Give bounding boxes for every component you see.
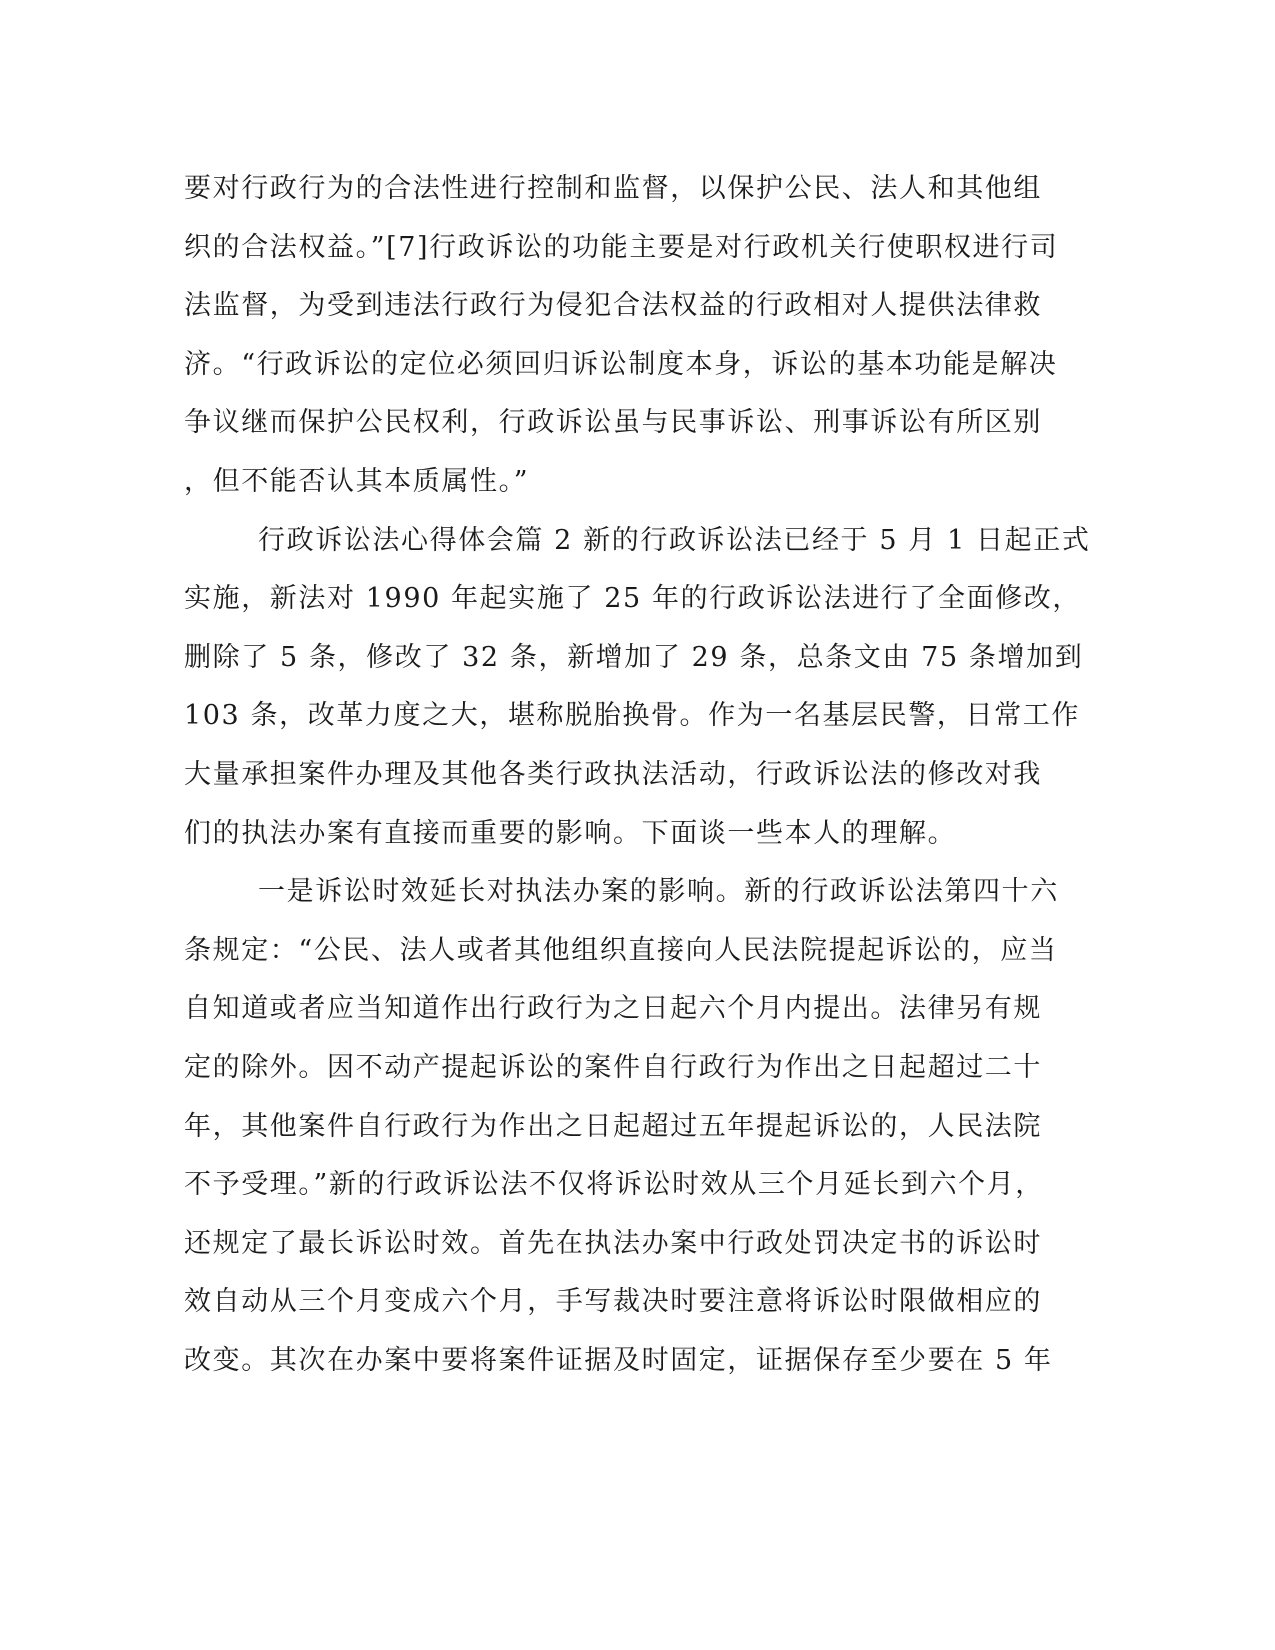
text-line: 还规定了最长诉讼时效。首先在执法办案中行政处罚决定书的诉讼时 — [184, 1227, 1042, 1259]
text-line: ，但不能否认其本质属性。” — [184, 465, 530, 497]
text-line: 织的合法权益。”[7]行政诉讼的功能主要是对行政机关行使职权进行司 — [184, 231, 1059, 263]
paragraph-intro — [184, 512, 1091, 864]
paragraph-point-one — [184, 863, 1059, 1390]
text-line: 争议继而保护公民权利，行政诉讼虽与民事诉讼、刑事诉讼有所区别 — [184, 407, 1042, 439]
text-line: 删除了 5 条，修改了 32 条，新增加了 29 条，总条文由 75 条增加到 — [184, 641, 1084, 673]
text-line: 法监督，为受到违法行政行为侵犯合法权益的行政相对人提供法律救 — [184, 290, 1042, 322]
text-line: 自知道或者应当知道作出行政行为之日起六个月内提出。法律另有规 — [184, 993, 1042, 1025]
text-line: 要对行政行为的合法性进行控制和监督，以保护公民、法人和其他组 — [184, 173, 1042, 204]
text-line: 实施，新法对 1990 年起实施了 25 年的行政诉讼法进行了全面修改， — [184, 583, 1081, 615]
text-line-indented: 行政诉讼法心得体会篇 2 新的行政诉讼法已经于 5 月 1 日起正式 — [258, 524, 1091, 556]
text-line: 103 条，改革力度之大，堪称脱胎换骨。作为一名基层民警，日常工作 — [184, 700, 1080, 732]
text-line: 不予受理。”新的行政诉讼法不仅将诉讼时效从三个月延长到六个月， — [184, 1169, 1044, 1201]
text-line-indented: 一是诉讼时效延长对执法办案的影响。新的行政诉讼法第四十六 — [258, 876, 1059, 908]
text-line: 改变。其次在办案中要将案件证据及时固定，证据保存至少要在 5 年 — [184, 1344, 1053, 1376]
text-line: 年，其他案件自行政行为作出之日起超过五年提起诉讼的，人民法院 — [184, 1110, 1042, 1142]
text-line: 济。“行政诉讼的定位必须回归诉讼制度本身，诉讼的基本功能是解决 — [184, 348, 1058, 380]
text-line: 定的除外。因不动产提起诉讼的案件自行政行为作出之日起超过二十 — [184, 1051, 1042, 1083]
paragraph-continuation — [184, 160, 1059, 512]
text-line: 们的执法办案有直接而重要的影响。下面谈一些本人的理解。 — [184, 817, 957, 849]
text-line: 条规定：“公民、法人或者其他组织直接向人民法院提起诉讼的，应当 — [184, 934, 1058, 966]
text-line: 大量承担案件办理及其他各类行政执法活动，行政诉讼法的修改对我 — [184, 758, 1042, 790]
document-body — [184, 160, 1091, 1390]
text-line: 效自动从三个月变成六个月，手写裁决时要注意将诉讼时限做相应的 — [184, 1286, 1042, 1318]
